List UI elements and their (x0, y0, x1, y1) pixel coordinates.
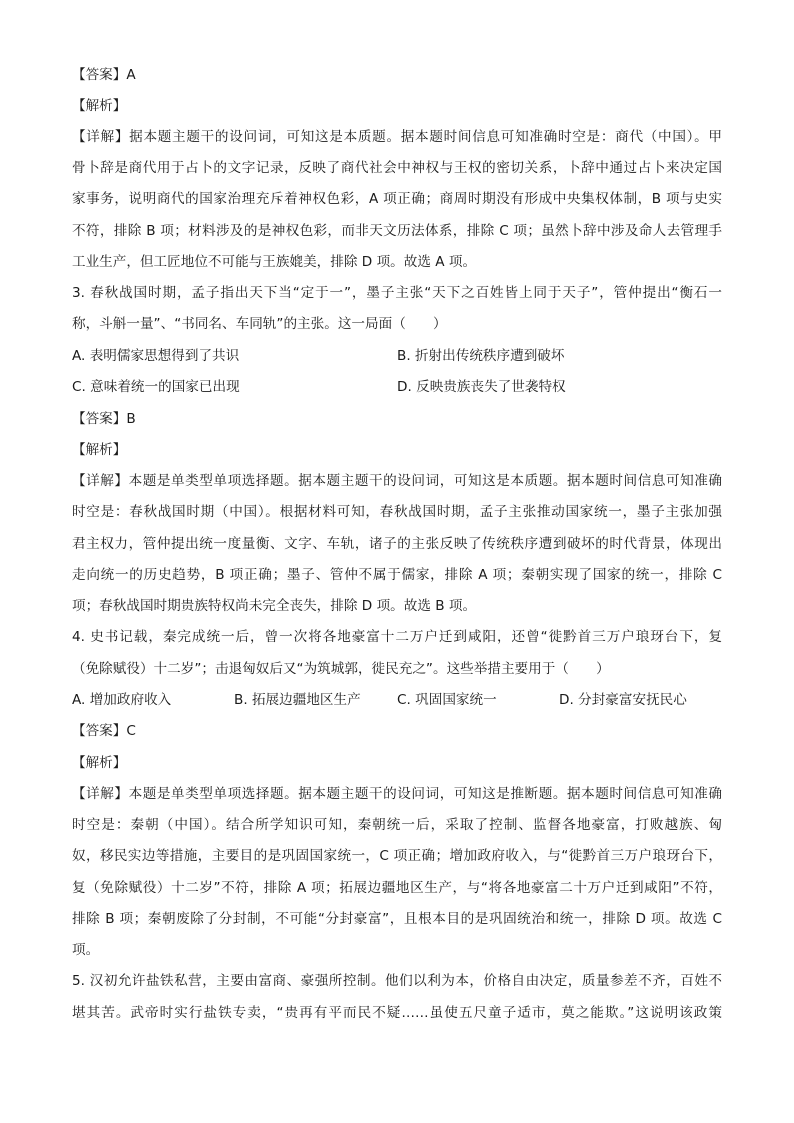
q3-option-c: C. 意味着统一的国家已出现 (72, 379, 240, 395)
explanation-line: 走向统一的历史趋势，B 项正确；墨子、管仲不属于儒家，排除 A 项；秦朝实现了国家的统一，排除 C (72, 567, 722, 583)
analysis-label: 【解析】 (72, 98, 127, 114)
q3-option-b: B. 折射出传统秩序遭到破坏 (397, 348, 565, 364)
question-3-stem: 称，斗斛一量”、“书同名、车同轨”的主张。这一局面（ ） (72, 316, 447, 332)
explanation-line: 【详解】据本题主题干的设问词，可知这是本质题。据本题时间信息可知准确时空是：商代（中国）。甲 (72, 129, 722, 145)
q4-option-c: C. 巩固国家统一 (397, 692, 497, 708)
explanation-line: 不符，排除 B 项；材料涉及的是神权色彩，而非天文历法体系，排除 C 项；虽然卜辞中涉及命人去管理手 (72, 223, 722, 239)
analysis-label: 【解析】 (72, 442, 127, 458)
explanation-line: 家事务，说明商代的国家治理充斥着神权色彩，A 项正确；商周时期没有形成中央集权体制，B 项与史实 (72, 191, 722, 207)
question-3-stem: 3. 春秋战国时期，孟子指出天下当“定于一”，墨子主张“天下之百姓皆上同于天子”，管仲提出“衡石一 (72, 285, 722, 301)
explanation-line: 奴，移民实边等措施，主要目的是巩固国家统一，C 项正确；增加政府收入，与“徙黔首三万户琅玡台下， (72, 848, 722, 864)
q4-option-b: B. 拓展边疆地区生产 (234, 692, 361, 708)
q3-option-a: A. 表明儒家思想得到了共识 (72, 348, 240, 364)
explanation-line: 君主权力，管仲提出统一度量衡、文字、车轨，诸子的主张反映了传统秩序遭到破坏的时代背景，体现出 (72, 536, 722, 552)
question-4-stem: 4. 史书记载，秦完成统一后，曾一次将各地豪富十二万户迁到咸阳，还曾“徙黔首三万户琅玡台下，复 (72, 629, 722, 645)
explanation-line: 排除 B 项；秦朝废除了分封制，不可能“分封豪富”，且根本目的是巩固统治和统一，排除 D 项。故选 C (72, 911, 722, 927)
answer-label: 【答案】B (72, 411, 136, 427)
answer-label: 【答案】A (72, 67, 136, 83)
q3-option-d: D. 反映贵族丧失了世袭特权 (397, 379, 566, 395)
explanation-line: 工业生产，但工匠地位不可能与王族媲美，排除 D 项。故选 A 项。 (72, 254, 477, 270)
explanation-line: 【详解】本题是单类型单项选择题。据本题主题干的设问词，可知这是本质题。据本题时间信息可知准确 (72, 473, 722, 489)
explanation-line: 时空是：秦朝（中国）。结合所学知识可知，秦朝统一后，采取了控制、监督各地豪富，打败越族、匈 (72, 817, 722, 833)
analysis-label: 【解析】 (72, 755, 127, 771)
question-5-stem: 5. 汉初允许盐铁私营，主要由富商、豪强所控制。他们以利为本，价格自由决定，质量参差不齐，百姓不 (72, 973, 722, 989)
answer-label: 【答案】C (72, 723, 136, 739)
explanation-line: 【详解】本题是单类型单项选择题。据本题主题干的设问词，可知这是推断题。据本题时间信息可知准确 (72, 786, 722, 802)
q4-option-a: A. 增加政府收入 (72, 692, 172, 708)
explanation-line: 时空是：春秋战国时期（中国）。根据材料可知，春秋战国时期，孟子主张推动国家统一，墨子主张加强 (72, 504, 722, 520)
question-4-stem: （免除赋役）十二岁”；击退匈奴后又“为筑城郭，徙民充之”。这些举措主要用于（ ） (72, 661, 610, 677)
question-5-stem: 堪其苦。武帝时实行盐铁专卖，“贵再有平而民不疑……虽使五尺童子适市，莫之能欺。”这说明该政策 (72, 1005, 722, 1021)
explanation-line: 复（免除赋役）十二岁”不符，排除 A 项；拓展边疆地区生产，与“将各地豪富二十万户迁到咸阳”不符， (72, 880, 722, 896)
explanation-line: 项。 (72, 942, 100, 958)
q4-option-d: D. 分封豪富安抚民心 (559, 692, 687, 708)
explanation-line: 项；春秋战国时期贵族特权尚未完全丧失，排除 D 项。故选 B 项。 (72, 598, 477, 614)
explanation-line: 骨卜辞是商代用于占卜的文字记录，反映了商代社会中神权与王权的密切关系，卜辞中通过占卜来决定国 (72, 160, 722, 176)
